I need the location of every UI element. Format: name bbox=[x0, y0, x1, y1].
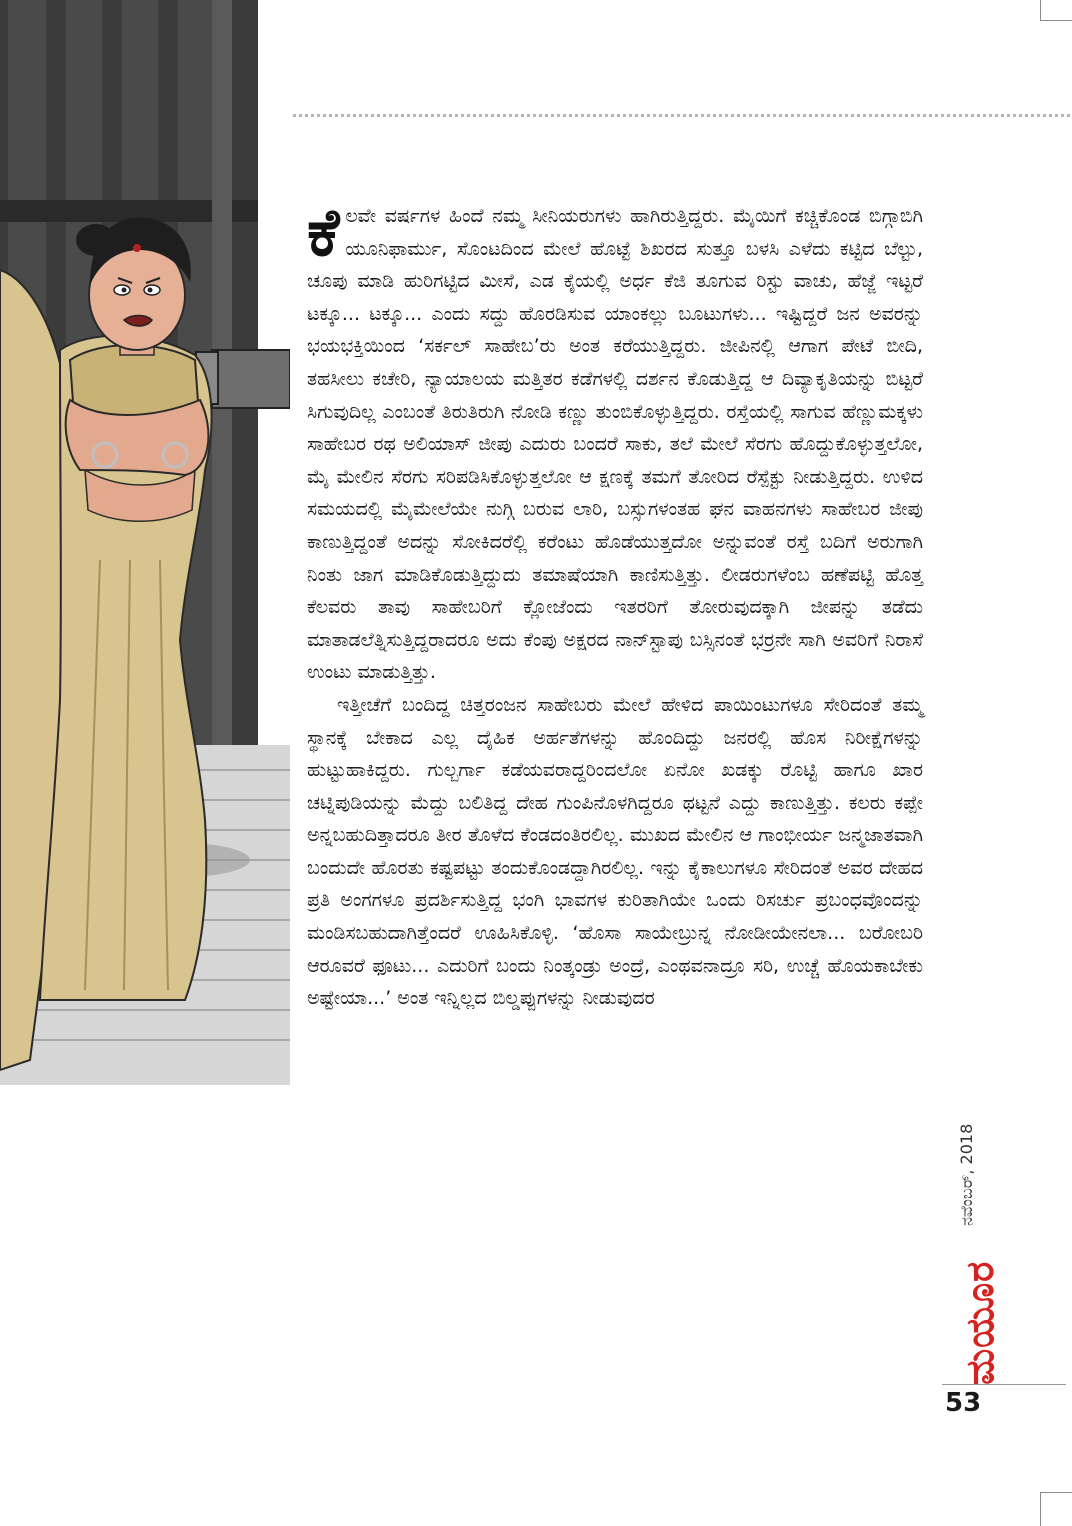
footer-rule bbox=[942, 1384, 1066, 1385]
article-paragraph: ಕೆಲವೇ ವರ್ಷಗಳ ಹಿಂದೆ ನಮ್ಮ ಸೀನಿಯರುಗಳು ಹಾಗಿರುತ್ತಿದ್ದರು. ಮೈಯಿಗೆ ಕಚ್ಚಿಕೊಂಡ ಬಿಗ್ಗಾಬಿಗಿ ಯೂನಿಫಾರ್ಮು, ಸೊಂಟದಿಂದ ಮೇಲೆ ಹೊಟ್ಟೆ ಶಿಖರದ ಸುತ್ತೂ ಬಳಸಿ ಎಳೆದು ಕಟ್ಟಿದ ಬೆಲ್ಟು, ಚೂಪು ಮಾಡಿ ಹುರಿಗಟ್ಟಿದ ಮೀಸೆ, ಎಡ ಕೈಯಲ್ಲಿ ಅರ್ಧ ಕೆಜಿ ತೂಗುವ ರಿಸ್ಟು ವಾಚು, ಹೆಜ್ಜೆ ಇಟ್ಟರೆ ಟಕ್ಕೂ... ಟಕ್ಕೂ... ಎಂದು ಸದ್ದು ಹೊರಡಿಸುವ ಯಾಂಕಲ್ಲು ಬೂಟುಗಳು... ಇಷ್ಟಿದ್ದರೆ ಜನ ಅವರನ್ನು ಭಯಭಕ್ತಿಯಿಂದ ‘ಸರ್ಕಲ್ ಸಾಹೇಬ’ರು ಅಂತ ಕರೆಯುತ್ತಿದ್ದರು. ಜೀಪಿನಲ್ಲಿ ಆಗಾಗ ಪೇಟೆ ಬೀದಿ, ತಹಸೀಲು ಕಚೇರಿ, ನ್ಯಾಯಾಲಯ ಮತ್ತಿತರ ಕಡೆಗಳಲ್ಲಿ ದರ್ಶನ ಕೊಡುತ್ತಿದ್ದ ಆ ದಿವ್ಯಾಕೃತಿಯನ್ನು ಬಿಟ್ಟರೆ ಸಿಗುವುದಿಲ್ಲ ಎಂಬಂತೆ ತಿರುತಿರುಗಿ ನೋಡಿ ಕಣ್ಣು ತುಂಬಿಕೊಳ್ಳುತ್ತಿದ್ದರು. ರಸ್ತೆಯಲ್ಲಿ ಸಾಗುವ ಹೆಣ್ಣುಮಕ್ಕಳು ಸಾಹೇಬರ ರಥ ಅಲಿಯಾಸ್ ಜೀಪು ಎದುರು ಬಂದರೆ ಸಾಕು, ತಲೆ ಮೇಲೆ ಸೆರಗು ಹೊದ್ದುಕೊಳ್ಳುತ್ತಲೋ, ಮೈ ಮೇಲಿನ ಸೆರಗು ಸರಿಪಡಿಸಿಕೊಳ್ಳುತ್ತಲೋ ಆ ಕ್ಷಣಕ್ಕೆ ತಮಗೆ ತೋರಿದ ರೆಸ್ಪೆಕ್ಟು ನೀಡುತ್ತಿದ್ದರು. ಉಳಿದ ಸಮಯದಲ್ಲಿ ಮೈಮೇಲೆಯೇ ನುಗ್ಗಿ ಬರುವ ಲಾರಿ, ಬಸ್ಸುಗಳಂತಹ ಘನ ವಾಹನಗಳು ಸಾಹೇಬರ ಜೀಪು ಕಾಣುತ್ತಿದ್ದಂತೆ ಅದನ್ನು ಸೋಕಿದರೆಲ್ಲಿ ಕರೆಂಟು ಹೊಡೆಯುತ್ತದೋ ಅನ್ನುವಂತೆ ರಸ್ತೆ ಬದಿಗೆ ಅರುಗಾಗಿ ನಿಂತು ಜಾಗ ಮಾಡಿಕೊಡುತ್ತಿದ್ದುದು ತಮಾಷೆಯಾಗಿ ಕಾಣಿಸುತ್ತಿತ್ತು. ಲೀಡರುಗಳೆಂಬ ಹಣೆಪಟ್ಟಿ ಹೊತ್ತ ಕೆಲವರು ತಾವು ಸಾಹೇಬರಿಗೆ ಕ್ಲೋಜೆಂದು ಇತರರಿಗೆ ತೋರುವುದಕ್ಕಾಗಿ ಜೀಪನ್ನು ತಡೆದು ಮಾತಾಡಲೆತ್ನಿಸುತ್ತಿದ್ದರಾದರೂ ಅದು ಕೆಂಪು ಅಕ್ಷರದ ನಾನ್‌ಸ್ಟಾಪು ಬಸ್ಸಿನಂತೆ ಭರ್ರನೇ ಸಾಗಿ ಅವರಿಗೆ ನಿರಾಸೆ ಉಂಟು ಮಾಡುತ್ತಿತ್ತು. bbox=[307, 194, 923, 684]
article-paragraph: ಇತ್ತೀಚೆಗೆ ಬಂದಿದ್ದ ಚಿತ್ತರಂಜನ ಸಾಹೇಬರು ಮೇಲೆ ಹೇಳಿದ ಪಾಯಿಂಟುಗಳೂ ಸೇರಿದಂತೆ ತಮ್ಮ ಸ್ಥಾನಕ್ಕೆ ಬೇಕಾದ ಎಲ್ಲ ದೈಹಿಕ ಅರ್ಹತೆಗಳನ್ನು ಹೊಂದಿದ್ದು ಜನರಲ್ಲಿ ಹೊಸ ನಿರೀಕ್ಷೆಗಳನ್ನು ಹುಟ್ಟುಹಾಕಿದ್ದರು. ಗುಲ್ಬರ್ಗಾ ಕಡೆಯವರಾದ್ದರಿಂದಲೋ ಏನೋ ಖಡಕ್ಕು ರೊಟ್ಟಿ ಹಾಗೂ ಖಾರ ಚಟ್ನಿಪುಡಿಯನ್ನು ಮೆದ್ದು ಬಲಿತಿದ್ದ ದೇಹ ಗುಂಪಿನೊಳಗಿದ್ದರೂ ಥಟ್ಟನೆ ಎದ್ದು ಕಾಣುತ್ತಿತ್ತು. ಕಲರು ಕಪ್ಪೇ ಅನ್ನಬಹುದಿತ್ತಾದರೂ ತೀರ ತೊಳೆದ ಕೆಂಡದಂತಿರಲಿಲ್ಲ. ಮುಖದ ಮೇಲಿನ ಆ ಗಾಂಭೀರ್ಯ ಜನ್ಮಜಾತವಾಗಿ ಬಂದುದೇ ಹೊರತು ಕಷ್ಟಪಟ್ಟು ತಂದುಕೊಂಡದ್ದಾಗಿರಲಿಲ್ಲ. ಇನ್ನು ಕೈಕಾಲುಗಳೂ ಸೇರಿದಂತೆ ಅವರ ದೇಹದ ಪ್ರತಿ ಅಂಗಗಳೂ ಪ್ರದರ್ಶಿಸುತ್ತಿದ್ದ ಭಂಗಿ ಭಾವಗಳ ಕುರಿತಾಗಿಯೇ ಒಂದು ರಿಸರ್ಚು ಪ್ರಬಂಧವೊಂದನ್ನು ಮಂಡಿಸಬಹುದಾಗಿತ್ತೆಂದರೆ ಊಹಿಸಿಕೊಳ್ಳಿ. ‘ಹೊಸಾ ಸಾಯೇಬ್ರುನ್ನ ನೋಡೀಯೇನಲಾ... ಬರೋಬರಿ ಆರೂವರೆ ಫೂಟು... ಎದುರಿಗೆ ಬಂದು ನಿಂತ್ಕಂಡ್ರು ಅಂದ್ರೆ, ಎಂಥವನಾದ್ರೂ ಸರಿ, ಉಚ್ಚೆ ಹೊಯಕಾಬೇಕು ಅಷ್ಟೇಯಾ...’ ಅಂತ ಇನ್ನಿಲ್ಲದ ಬಿಲ್ಡಪ್ಪುಗಳನ್ನು ನೀಡುವುದರ bbox=[307, 693, 923, 1010]
issue-date: ನವೆಂಬರ್, 2018 bbox=[957, 1123, 976, 1226]
dotted-divider bbox=[258, 114, 1070, 117]
magazine-title: ಮಯೂರ bbox=[958, 1260, 1002, 1385]
drop-cap: ಕೆ bbox=[307, 194, 340, 271]
crop-mark-top-right bbox=[1040, 0, 1072, 21]
page-number: 53 bbox=[945, 1388, 982, 1418]
crop-mark-bottom-right bbox=[1040, 1492, 1072, 1526]
article-body bbox=[307, 194, 923, 1015]
illustration bbox=[0, 0, 290, 1085]
